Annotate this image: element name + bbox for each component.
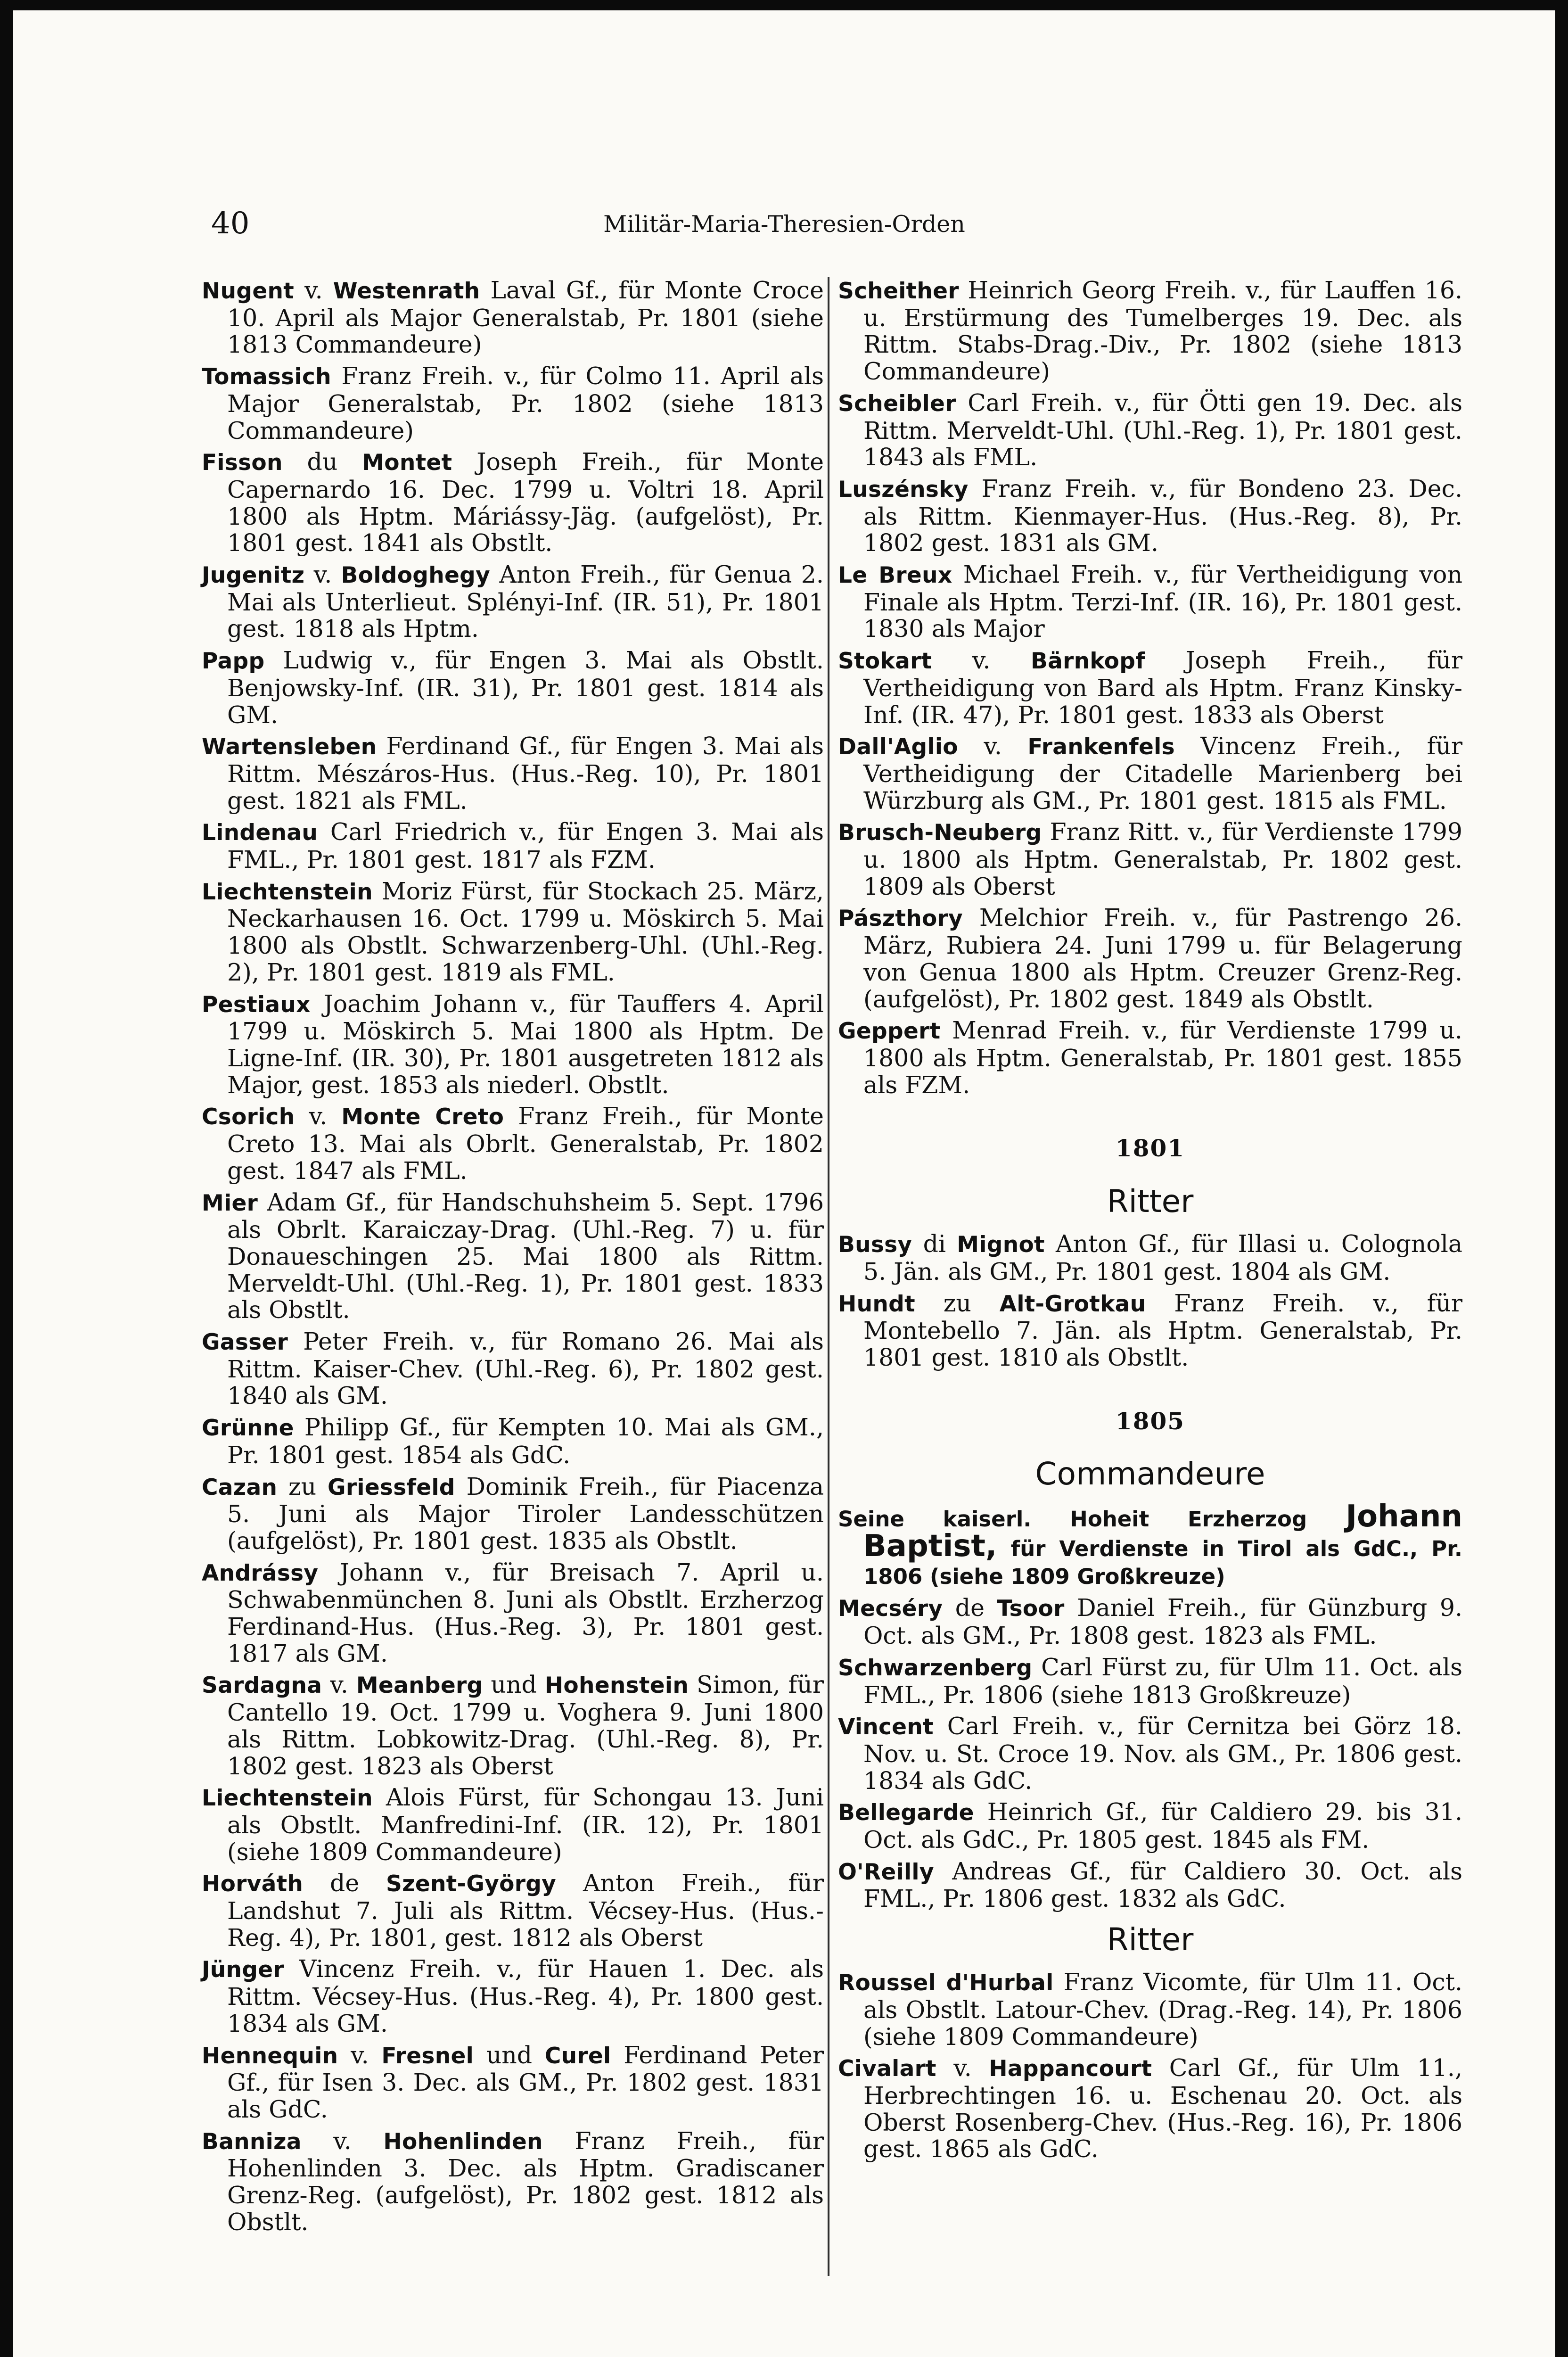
entry-text: Andreas Gf., für Caldiero 30. Oct. als FML., Pr. 1806 gest. 1832 als GdC. bbox=[863, 1857, 1462, 1913]
entry-scheibler bbox=[838, 390, 1462, 471]
entry-name-part: Boldoghegy bbox=[341, 562, 491, 589]
entry-name: Civalart bbox=[838, 2056, 936, 2082]
entry-name: Luszénsky bbox=[838, 476, 969, 503]
entry-name: Geppert bbox=[838, 1018, 941, 1045]
entry-grunne bbox=[202, 1414, 824, 1468]
entry-name: Dall'Aglio bbox=[838, 734, 958, 760]
entry-particle: de bbox=[955, 1594, 985, 1622]
entry-text: Anton Freih., für Landshut 7. Juli als Rittm. Vécsey-Hus. (Hus.-Reg. 4), Pr. 1801, gest. 1812 als Oberst bbox=[227, 1869, 824, 1952]
entry-name-part: Meanberg bbox=[356, 1673, 483, 1699]
entry-pestiaux bbox=[202, 991, 824, 1099]
entry-name-part: Bärnkopf bbox=[1030, 648, 1145, 675]
entry-text: Franz Freih. v., für Montebello 7. Jän. als Hptm. Generalstab, Pr. 1801 gest. 1810 als Obstlt. bbox=[863, 1289, 1462, 1371]
entry-liechtenstein bbox=[202, 1784, 824, 1865]
entry-gasser bbox=[202, 1328, 824, 1409]
entry-mecsery bbox=[838, 1595, 1462, 1649]
running-head: Militär-Maria-Theresien-Orden bbox=[603, 211, 965, 238]
entry-text: Carl Friedrich v., für Engen 3. Mai als FML., Pr. 1801 gest. 1817 als FZM. bbox=[227, 818, 824, 874]
entry-particle: v. bbox=[330, 1671, 348, 1699]
entry-text: Anton Gf., für Illasi u. Colognola 5. Jän. als GM., Pr. 1801 gest. 1804 als GM. bbox=[863, 1230, 1462, 1286]
entry-text: Franz Freih., für Monte Creto 13. Mai als Obrlt. Generalstab, Pr. 1802 gest. 1847 als FML. bbox=[227, 1102, 824, 1185]
entry-text: Franz Ritt. v., für Verdienste 1799 u. 1800 als Hptm. Generalstab, Pr. 1802 gest. 1809 als Oberst bbox=[863, 818, 1462, 900]
entry-csorich bbox=[202, 1103, 824, 1184]
entry-name: Stokart bbox=[838, 648, 932, 675]
entry-cazan bbox=[202, 1474, 824, 1555]
entry-particle: und bbox=[486, 2041, 533, 2069]
entry-name-part: Mignot bbox=[957, 1232, 1045, 1258]
entry-mier bbox=[202, 1189, 824, 1324]
entry-andrassy bbox=[202, 1559, 824, 1667]
entry-name: Pászthory bbox=[838, 906, 963, 932]
entry-stokart bbox=[838, 647, 1462, 728]
entry-particle: v. bbox=[304, 276, 323, 304]
entry-schwarzenberg bbox=[838, 1654, 1462, 1708]
entry-bussy bbox=[838, 1231, 1462, 1285]
entry-name: Cazan bbox=[202, 1474, 278, 1500]
entry-geppert bbox=[838, 1017, 1462, 1098]
entry-name-part: Happancourt bbox=[989, 2056, 1152, 2082]
entry-text: Daniel Freih., für Günzburg 9. Oct. als GM., Pr. 1808 gest. 1823 als FML. bbox=[863, 1594, 1463, 1650]
entry-lindenau bbox=[202, 819, 824, 873]
entry-name: Gasser bbox=[202, 1329, 288, 1356]
entry-name: Bussy bbox=[838, 1232, 912, 1258]
entry-text: Anton Freih., für Genua 2. Mai als Unterlieut. Splényi-Inf. (IR. 51), Pr. 1801 gest. 1818 als Hptm. bbox=[227, 560, 824, 643]
entry-nugent bbox=[202, 277, 824, 358]
ritter-1805-list bbox=[838, 1969, 1462, 2163]
entry-text: Adam Gf., für Handschuhsheim 5. Sept. 1796 als Obrlt. Karaiczay-Drag. (Uhl.-Reg. 7) u. für Donaueschingen 25. Mai 1800 als Rittm. Merveldt-Uhl. (Uhl.-Reg. 1), Pr. 1801 gest. 1833 als Obstlt. bbox=[227, 1188, 824, 1324]
entry-text: Franz Vicomte, für Ulm 11. Oct. als Obstlt. Latour-Chev. (Drag.-Reg. 14), Pr. 1806 (siehe 1809 Commandeure) bbox=[863, 1968, 1462, 2051]
entry-horvath bbox=[202, 1870, 824, 1951]
entry-sardagna bbox=[202, 1672, 824, 1780]
entry-text: Ludwig v., für Engen 3. Mai als Obstlt. Benjowsky-Inf. (IR. 31), Pr. 1801 gest. 1814 als GM. bbox=[227, 646, 824, 729]
entry-name: Mier bbox=[202, 1190, 258, 1216]
entry-name: Wartensleben bbox=[202, 734, 377, 760]
book-page bbox=[13, 10, 1555, 2357]
entry-particle: de bbox=[330, 1869, 360, 1897]
entry-o-reilly bbox=[838, 1858, 1462, 1912]
entry-text: Vincenz Freih., für Vertheidigung der Citadelle Marienberg bei Würzburg als GM., Pr. 1801 gest. 1815 als FML. bbox=[863, 732, 1462, 815]
entry-text: Ferdinand Peter Gf., für Isen 3. Dec. als GM., Pr. 1802 gest. 1831 als GdC. bbox=[227, 2041, 824, 2123]
entry-text: Carl Gf., für Ulm 11., Herbrechtingen 16. u. Eschenau 20. Oct. als Oberst Rosenberg-Chev. (Hus.-Reg. 16), Pr. 1806 gest. 1865 als GdC. bbox=[863, 2054, 1462, 2163]
entry-name-part: Szent-György bbox=[386, 1871, 557, 1897]
entry-particle: v. bbox=[953, 2054, 972, 2082]
entry-text: Ferdinand Gf., für Engen 3. Mai als Rittm. Mészáros-Hus. (Hus.-Reg. 10), Pr. 1801 gest. 1821 als FML. bbox=[227, 732, 824, 815]
entry-name: Scheibler bbox=[838, 390, 956, 417]
entry-name-part: Fresnel bbox=[381, 2043, 474, 2069]
entry-name: Le Breux bbox=[838, 562, 952, 589]
entry-text: Carl Freih. v., für Cernitza bei Görz 18. Nov. u. St. Croce 19. Nov. als GM., Pr. 1806 gest. 1834 als GdC. bbox=[863, 1712, 1462, 1795]
entry-name: Brusch-Neuberg bbox=[838, 820, 1042, 846]
entry-name: Sardagna bbox=[202, 1673, 322, 1699]
entry-particle: v. bbox=[309, 1102, 328, 1130]
entry-name: Johann Baptist, bbox=[863, 1499, 1462, 1564]
entry-name: Banniza bbox=[202, 2128, 302, 2155]
entry-name: Csorich bbox=[202, 1104, 295, 1130]
entry-text: Johann v., für Breisach 7. April u. Schwabenmünchen 8. Juni als Obstlt. Erzherzog Ferdinand-Hus. (Hus.-Reg. 3), Pr. 1801 gest. 1817 als GM. bbox=[227, 1558, 824, 1667]
entry-name-part: Alt-Grotkau bbox=[999, 1291, 1146, 1317]
entry-name: Schwarzenberg bbox=[838, 1655, 1033, 1681]
section-heading-commandeure: Commandeure bbox=[1035, 1456, 1265, 1492]
entry-text: Menrad Freih. v., für Verdienste 1799 u. 1800 als Hptm. Generalstab, Pr. 1801 gest. 1855 als FZM. bbox=[863, 1016, 1462, 1099]
entry-liechtenstein bbox=[202, 878, 824, 986]
entry-particle: v. bbox=[351, 2041, 369, 2069]
year-heading-1801: 1801 bbox=[1115, 1134, 1185, 1162]
ritter-1801-list bbox=[838, 1231, 1462, 1371]
entry-name: Jugenitz bbox=[202, 562, 305, 589]
entry-prefix: Seine kaiserl. Hoheit Erzherzog bbox=[838, 1507, 1307, 1532]
entry-text: Philipp Gf., für Kempten 10. Mai als GM., Pr. 1801 gest. 1854 als GdC. bbox=[227, 1413, 824, 1469]
entry-particle: du bbox=[307, 448, 338, 476]
entry-name-part: Griessfeld bbox=[327, 1474, 455, 1500]
entry-wartensleben bbox=[202, 733, 824, 814]
entry-particle: v. bbox=[313, 560, 332, 589]
entry-name: Lindenau bbox=[202, 820, 318, 846]
entry-dall-aglio bbox=[838, 733, 1462, 814]
entry-name: Vincent bbox=[838, 1714, 934, 1740]
entry-name: Jünger bbox=[202, 1957, 284, 1983]
entry-vincent bbox=[838, 1713, 1462, 1794]
entry-text: Peter Freih. v., für Romano 26. Mai als Rittm. Kaiser-Chev. (Uhl.-Reg. 6), Pr. 1802 gest. 1840 als GM. bbox=[227, 1327, 824, 1410]
entry-particle: zu bbox=[943, 1289, 971, 1317]
page-number: 40 bbox=[211, 206, 250, 241]
entry-text: Franz Freih. v., für Colmo 11. April als Major Generalstab, Pr. 1802 (siehe 1813 Commandeure) bbox=[227, 362, 824, 445]
entry-text: für Verdienste in Tirol als GdC., Pr. 1806 (siehe 1809 Großkreuze) bbox=[863, 1536, 1463, 1589]
entry-text: Joseph Freih., für Monte Capernardo 16. Dec. 1799 u. Voltri 18. April 1800 als Hptm. Máriássy-Jäg. (aufgelöst), Pr. 1801 gest. 1841 als Obstlt. bbox=[227, 448, 824, 557]
entry-name: Liechtenstein bbox=[202, 879, 373, 905]
entry-name: Liechtenstein bbox=[202, 1785, 373, 1812]
entry-banniza bbox=[202, 2128, 824, 2236]
entry-name-part: Frankenfels bbox=[1027, 734, 1175, 760]
section-heading-ritter-1801: Ritter bbox=[1107, 1183, 1194, 1220]
entry-particle: und bbox=[491, 1671, 537, 1699]
entry-name-part: Hohenstein bbox=[544, 1673, 689, 1699]
entry-text: Dominik Freih., für Piacenza 5. Juni als Major Tiroler Landesschützen (aufgelöst), Pr. 1801 gest. 1835 als Obstlt. bbox=[227, 1472, 824, 1555]
entry-text: Carl Fürst zu, für Ulm 11. Oct. als FML., Pr. 1806 (siehe 1813 Großkreuze) bbox=[863, 1653, 1462, 1709]
entry-name: Nugent bbox=[202, 278, 295, 304]
entry-text: Joachim Johann v., für Tauffers 4. April 1799 u. Möskirch 5. Mai 1800 als Hptm. De Ligne-Inf. (IR. 30), Pr. 1801 ausgetreten 1812 als Major, gest. 1853 als niederl. Obstlt. bbox=[227, 989, 824, 1099]
entry-papp bbox=[202, 647, 824, 728]
left-entry-list bbox=[202, 277, 824, 2236]
entry-roussel-d-hurbal bbox=[838, 1969, 1462, 2050]
right-column bbox=[838, 277, 1462, 2167]
entry-name: Papp bbox=[202, 648, 265, 675]
entry-particle: v. bbox=[972, 646, 991, 675]
entry-name: Pestiaux bbox=[202, 991, 311, 1018]
entry-text: Heinrich Gf., für Caldiero 29. bis 31. Oct. als GdC., Pr. 1805 gest. 1845 als FM. bbox=[863, 1798, 1463, 1854]
entry-text: Carl Freih. v., für Ötti gen 19. Dec. als Rittm. Merveldt-Uhl. (Uhl.-Reg. 1), Pr. 1801 gest. 1843 als FML. bbox=[863, 388, 1462, 471]
entry-jugenitz bbox=[202, 561, 824, 643]
entry-name: Tomassich bbox=[202, 364, 331, 390]
entry-particle: v. bbox=[333, 2126, 352, 2155]
entry-name: Hennequin bbox=[202, 2043, 338, 2069]
entry-le-breux bbox=[838, 561, 1462, 643]
entry-text: Vincenz Freih. v., für Hauen 1. Dec. als Rittm. Vécsey-Hus. (Hus.-Reg. 4), Pr. 1800 gest. 1834 als GM. bbox=[227, 1955, 824, 2037]
entry-junger bbox=[202, 1956, 824, 2037]
right-entry-list bbox=[838, 277, 1462, 1098]
entry-text: Franz Freih., für Hohenlinden 3. Dec. als Hptm. Gradiscaner Grenz-Reg. (aufgelöst), Pr. 1802 gest. 1812 als Obstlt. bbox=[227, 2126, 824, 2236]
entry-name-part: Westenrath bbox=[333, 278, 480, 304]
entry-name: O'Reilly bbox=[838, 1859, 934, 1885]
entry-name: Grünne bbox=[202, 1415, 294, 1442]
left-column bbox=[202, 277, 824, 2241]
entry-name: Roussel d'Hurbal bbox=[838, 1970, 1054, 1996]
entry-text: Franz Freih. v., für Bondeno 23. Dec. als Rittm. Kienmayer-Hus. (Hus.-Reg. 8), Pr. 1802 gest. 1831 als GM. bbox=[863, 474, 1462, 557]
entry-particle: zu bbox=[288, 1472, 317, 1500]
entry-name-part: Hohenlinden bbox=[383, 2128, 543, 2155]
entry-name-part: Curel bbox=[544, 2043, 611, 2069]
entry-civalart bbox=[838, 2055, 1462, 2163]
entry-text: Melchior Freih. v., für Pastrengo 26. März, Rubiera 24. Juni 1799 u. für Belagerung von Genua 1800 als Hptm. Creuzer Grenz-Reg. (aufgelöst), Pr. 1802 gest. 1849 als Obstlt. bbox=[863, 904, 1463, 1013]
entry-johann-baptist bbox=[838, 1499, 1463, 1590]
entry-name: Fisson bbox=[202, 450, 283, 476]
entry-luszensky bbox=[838, 476, 1462, 557]
entry-name: Andrássy bbox=[202, 1560, 319, 1586]
entry-particle: v. bbox=[984, 732, 1002, 760]
entry-text: Simon, für Cantello 19. Oct. 1799 u. Voghera 9. Juni 1800 als Rittm. Lobkowitz-Drag. (Uhl.-Reg. 8), Pr. 1802 gest. 1823 als Oberst bbox=[227, 1671, 824, 1780]
column-divider bbox=[828, 277, 829, 2276]
entry-text: Heinrich Georg Freih. v., für Lauffen 16. u. Erstürmung des Tumelberges 19. Dec. als Rittm. Stabs-Drag.-Div., Pr. 1802 (siehe 1813 Commandeure) bbox=[863, 276, 1462, 386]
entry-text: Michael Freih. v., für Vertheidigung von Finale als Hptm. Terzi-Inf. (IR. 16), Pr. 1801 gest. 1830 als Major bbox=[863, 560, 1462, 643]
entry-name-part: Monte Creto bbox=[341, 1104, 504, 1130]
section-heading-ritter-1805: Ritter bbox=[1107, 1921, 1194, 1958]
entry-paszthory bbox=[838, 905, 1462, 1013]
entry-brusch-neuberg bbox=[838, 819, 1462, 900]
entry-text: Joseph Freih., für Vertheidigung von Bard als Hptm. Franz Kinsky-Inf. (IR. 47), Pr. 1801 gest. 1833 als Oberst bbox=[863, 646, 1462, 729]
entry-tomassich bbox=[202, 363, 824, 444]
entry-name-part: Tsoor bbox=[997, 1596, 1065, 1622]
commandeure-list bbox=[838, 1595, 1462, 1912]
entry-scheither bbox=[838, 277, 1462, 385]
entry-name: Mecséry bbox=[838, 1596, 943, 1622]
entry-hundt bbox=[838, 1290, 1462, 1371]
entry-text: Alois Fürst, für Schongau 13. Juni als Obstlt. Manfredini-Inf. (IR. 12), Pr. 1801 (siehe 1809 Commandeure) bbox=[227, 1783, 824, 1866]
entry-particle: di bbox=[923, 1230, 946, 1258]
entry-name: Hundt bbox=[838, 1291, 915, 1317]
entry-name-part: Montet bbox=[362, 450, 452, 476]
entry-name: Horváth bbox=[202, 1871, 304, 1897]
entry-hennequin bbox=[202, 2042, 824, 2123]
entry-text: Laval Gf., für Monte Croce 10. April als Major Generalstab, Pr. 1801 (siehe 1813 Commandeure) bbox=[227, 276, 824, 359]
entry-fisson bbox=[202, 449, 824, 557]
entry-name: Bellegarde bbox=[838, 1800, 974, 1826]
entry-name: Scheither bbox=[838, 278, 959, 304]
entry-text: Moriz Fürst, für Stockach 25. März, Neckarhausen 16. Oct. 1799 u. Möskirch 5. Mai 1800 als Obstlt. Schwarzenberg-Uhl. (Uhl.-Reg. 2), Pr. 1801 gest. 1819 als FML. bbox=[227, 877, 824, 986]
entry-bellegarde bbox=[838, 1799, 1462, 1853]
year-heading-1805: 1805 bbox=[1115, 1407, 1185, 1435]
